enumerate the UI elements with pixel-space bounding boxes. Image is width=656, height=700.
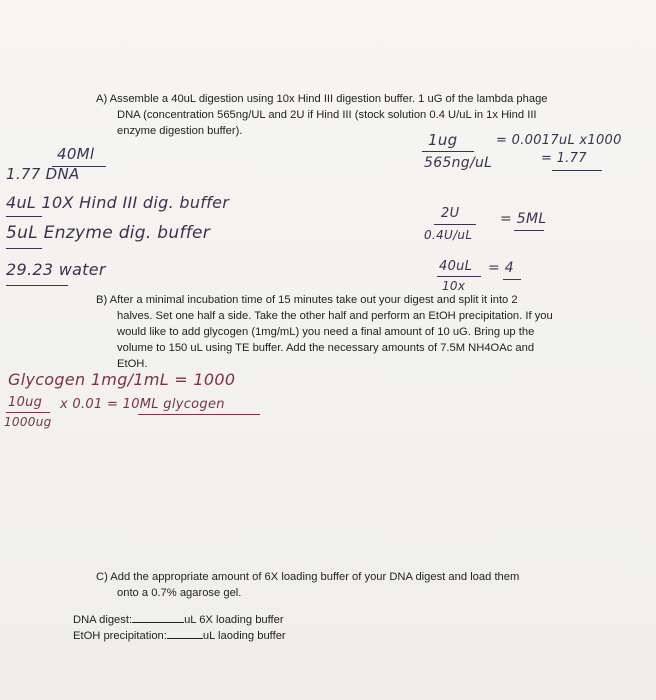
hw-calc3-fraction-bar <box>437 276 481 277</box>
question-a-line: enzyme digestion buffer). <box>117 125 243 137</box>
hw-calc1-result-rule <box>552 170 602 171</box>
question-b-line: volume to 150 uL using TE buffer. Add the necessary amounts of 7.5M NH4OAc and <box>117 342 535 354</box>
hw-calc3-denominator: 10x <box>442 279 466 293</box>
question-c-line: onto a 0.7% agarose gel. <box>117 587 242 599</box>
dna-digest-label: DNA digest: <box>73 614 133 626</box>
hw-enzyme-rule <box>6 248 42 249</box>
question-c-line: C) Add the appropriate amount of 6X loading buffer of your DNA digest and load them <box>96 571 520 583</box>
hw-calc1-result: = 0.0017uL x1000 <box>496 133 622 148</box>
question-a-line: DNA (concentration 565ng/UL and 2U if Hind III (stock solution 0.4 U/uL in 1x Hind III <box>117 109 537 121</box>
question-c <box>96 569 616 601</box>
hw-calc1-numerator: 1ug <box>428 131 458 149</box>
question-b-line: halves. Set one half a side. Take the other half and perform an EtOH precipitation. If you <box>117 310 553 322</box>
hw-calc1-fraction-bar <box>422 151 474 152</box>
hw-calc2-numerator: 2U <box>441 206 460 221</box>
hw-glycogen-result: x 0.01 = 10ML glycogen <box>60 397 225 412</box>
question-b-line: B) After a minimal incubation time of 15 minutes take out your digest and split it into 2 <box>96 294 518 306</box>
hw-calc2-result-rule <box>514 230 544 231</box>
hw-glycogen-result-rule <box>138 414 260 415</box>
question-a <box>96 91 616 139</box>
hw-calc2-denominator: 0.4U/uL <box>424 228 473 242</box>
etoh-precipitation-row <box>73 628 286 644</box>
question-a-line: A) Assemble a 40uL digestion using 10x Hind III digestion buffer. 1 uG of the lambda phage <box>96 93 548 105</box>
hw-water-rule <box>6 285 68 286</box>
dna-digest-blank[interactable] <box>132 612 184 623</box>
hw-buffer-rule <box>6 216 42 217</box>
question-b-line: would like to add glycogen (1mg/mL) you need a final amount of 10 uG. Bring up the <box>117 326 535 338</box>
etoh-precipitation-label: EtOH precipitation: <box>73 630 167 642</box>
hw-glycogen-numerator: 10ug <box>8 395 43 410</box>
hw-calc2-result: = 5ML <box>500 211 547 227</box>
hw-enzyme-volume: 5uL Enzyme dig. buffer <box>6 223 211 243</box>
hw-total-volume: 40Ml <box>57 145 95 163</box>
question-b <box>96 292 616 372</box>
dna-digest-row <box>73 612 284 628</box>
question-b-line: EtOH. <box>117 358 148 370</box>
hw-glycogen-fraction-bar <box>6 412 50 413</box>
hw-dna-volume: 1.77 DNA <box>6 165 80 183</box>
hw-calc3-result-rule <box>503 279 521 280</box>
etoh-precipitation-suffix: uL laoding buffer <box>202 630 286 642</box>
hw-water-volume: 29.23 water <box>6 260 106 279</box>
hw-calc3-numerator: 40uL <box>439 259 473 274</box>
hw-glycogen-concentration: Glycogen 1mg/1mL = 1000 <box>8 370 236 389</box>
dna-digest-suffix: uL 6X loading buffer <box>184 614 284 626</box>
hw-calc3-result: = 4 <box>488 260 514 276</box>
etoh-precipitation-blank[interactable] <box>167 628 203 639</box>
hw-calc1-denominator: 565ng/uL <box>424 155 493 171</box>
hw-glycogen-denominator: 1000ug <box>4 415 52 429</box>
hw-calc2-fraction-bar <box>434 224 476 225</box>
hw-calc1-result-rounded: = 1.77 <box>541 151 587 166</box>
hw-buffer-volume: 4uL 10X Hind III dig. buffer <box>6 193 230 212</box>
